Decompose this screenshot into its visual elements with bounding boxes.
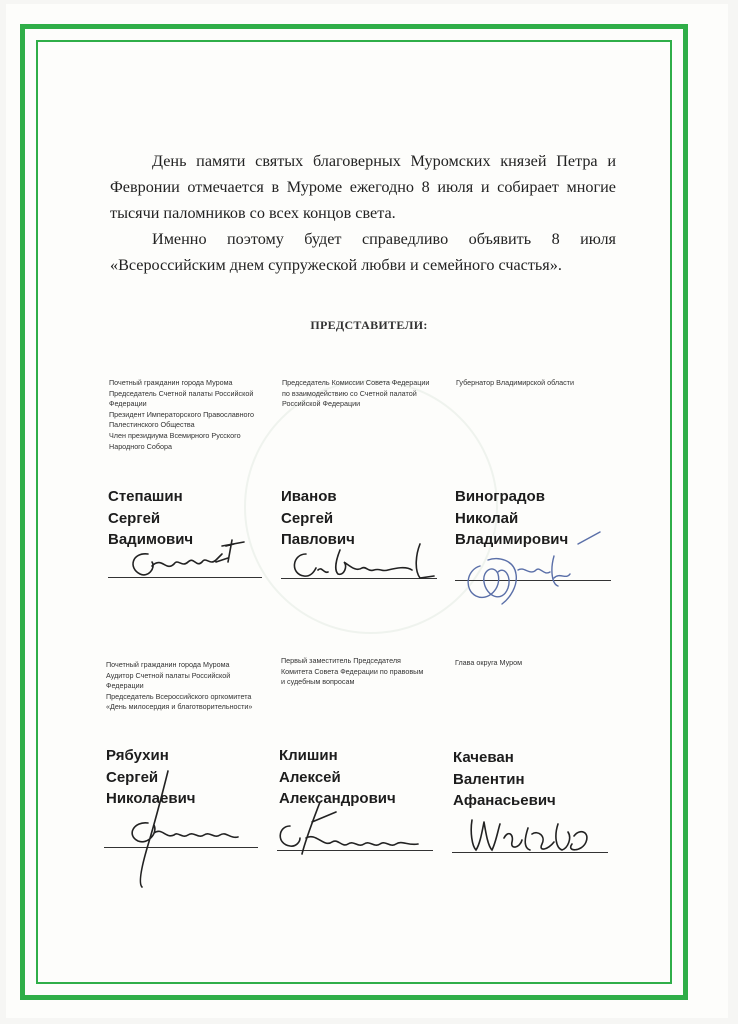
name-kachevan: Качеван Валентин Афанасьевич	[453, 749, 556, 809]
position-kachevan: Глава округа Муром	[455, 658, 523, 667]
name-stepashin: Степашин Сергей Вадимович	[108, 488, 194, 548]
signature-ryabukhin	[118, 765, 258, 895]
position-stepashin: Почетный гражданин города Мурома Председатель Счетной палаты Российской Федерации Президент Императорского Православного Палестинского Общества Член президиума Всемирного Русского Народного Собора	[109, 378, 255, 451]
position-ryabukhin: Почетный гражданин города Мурома Аудитор Счетной палаты Российской Федерации Председатель Всероссийского оргкомитета «День милосердия и благотворительности»	[106, 660, 253, 712]
signature-kachevan	[462, 808, 602, 868]
position-klishin: Первый заместитель Председателя Комитета Совета Федерации по правовым и судебным вопросам	[281, 656, 424, 687]
name-ryabukhin: Рябухин Сергей Николаевич	[106, 747, 196, 807]
representatives-heading: ПРЕДСТАВИТЕЛИ:	[310, 318, 428, 332]
signature-stepashin	[118, 532, 268, 592]
intro-paragraph-2: Именно поэтому будет справедливо объявить 8 июля «Всероссийским днем супружеской любви и семейного счастья».	[110, 230, 616, 274]
name-vinogradov: Виноградов Николай Владимирович	[455, 488, 569, 548]
intro-text	[110, 148, 616, 278]
position-ivanov: Председатель Комиссии Совета Федерации по взаимодействию со Счетной палатой Российской Федерации	[282, 378, 430, 409]
intro-paragraph-1: День памяти святых благоверных Муромских князей Петра и Февронии отмечается в Муроме ежегодно 8 июля и собирает многие тысячи паломников со всех концов света.	[110, 152, 616, 222]
signature-vinogradov	[458, 526, 608, 616]
name-ivanov: Иванов Сергей Павлович	[281, 488, 355, 548]
name-klishin: Клишин Алексей Александрович	[279, 747, 396, 807]
signature-ivanov	[288, 540, 448, 590]
signature-klishin	[272, 792, 432, 862]
position-vinogradov: Губернатор Владимирской области	[456, 378, 574, 387]
